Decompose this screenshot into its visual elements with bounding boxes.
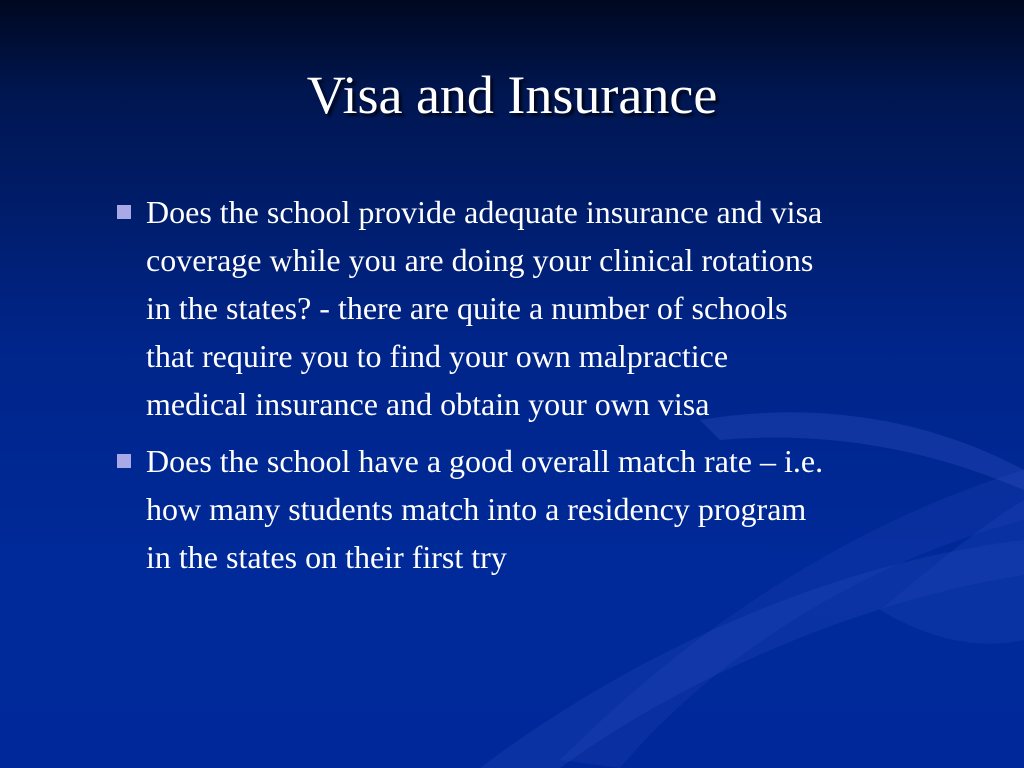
bullet-text: Does the school provide adequate insurance and visa coverage while you are doing your clinical rotations in the states? - there are quite a number of schools that require you to find your own malpractice medical insurance and obtain your own visa — [146, 194, 823, 422]
bullet-item — [112, 188, 962, 428]
square-bullet-icon — [117, 205, 131, 219]
bullet-text: Does the school have a good overall match rate – i.e. how many students match into a residency program in the states on their first try — [146, 443, 824, 575]
slide-title: Visa and Insurance — [306, 65, 718, 125]
bullet-item — [112, 437, 962, 581]
bullet-list — [112, 188, 962, 590]
square-bullet-icon — [117, 454, 131, 468]
